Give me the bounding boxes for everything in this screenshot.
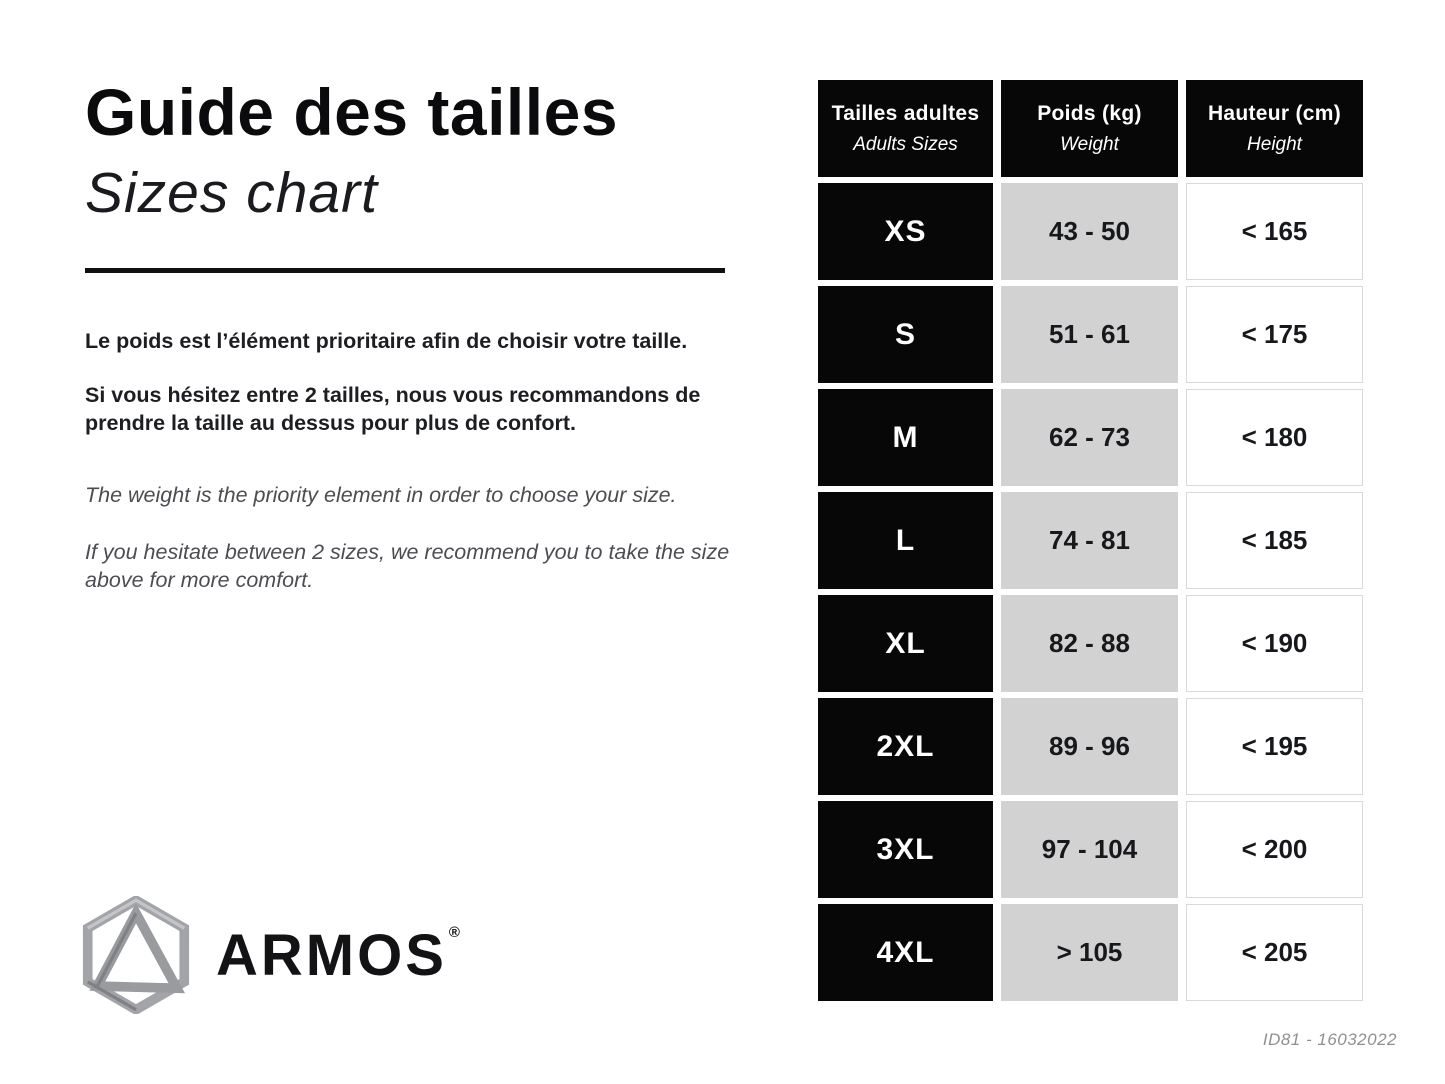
weight-cell: 62 - 73: [1001, 389, 1178, 486]
column-header-sizes: [818, 80, 993, 177]
height-cell: < 165: [1186, 183, 1363, 280]
armos-hexagon-logo-icon: [78, 896, 194, 1014]
brand-block: [78, 896, 463, 1014]
page-title-en: Sizes chart: [85, 161, 378, 225]
size-cell: S: [818, 286, 993, 383]
size-cell: 4XL: [818, 904, 993, 1001]
weight-cell: > 105: [1001, 904, 1178, 1001]
size-cell: XL: [818, 595, 993, 692]
column-header-weight-en: Weight: [1060, 133, 1119, 155]
weight-cell: 89 - 96: [1001, 698, 1178, 795]
title-divider: [85, 268, 725, 273]
weight-cell: 74 - 81: [1001, 492, 1178, 589]
intro-paragraph-en-1: The weight is the priority element in order to choose your size.: [85, 483, 677, 507]
document-id: ID81 - 16032022: [1262, 1030, 1397, 1049]
registered-trademark-icon: ®: [448, 923, 463, 941]
weight-cell: 97 - 104: [1001, 801, 1178, 898]
size-cell: L: [818, 492, 993, 589]
column-header-height-en: Height: [1247, 133, 1302, 155]
size-cell: 2XL: [818, 698, 993, 795]
column-header-sizes-en: Adults Sizes: [853, 133, 958, 155]
weight-cell: 82 - 88: [1001, 595, 1178, 692]
brand-wordmark: [216, 922, 463, 989]
size-cell: 3XL: [818, 801, 993, 898]
size-cell: XS: [818, 183, 993, 280]
intro-paragraph-fr-2: Si vous hésitez entre 2 tailles, nous vous recommandons de prendre la taille au dessus pour plus de confort.: [85, 383, 701, 436]
column-header-height-fr: Hauteur (cm): [1207, 101, 1342, 125]
height-cell: < 195: [1186, 698, 1363, 795]
page-title-fr: Guide des tailles: [85, 75, 619, 149]
height-cell: < 190: [1186, 595, 1363, 692]
column-header-height: [1186, 80, 1363, 177]
intro-paragraph-en-2: If you hesitate between 2 sizes, we recommend you to take the size above for more comfort.: [85, 540, 730, 593]
column-header-sizes-fr: Tailles adultes: [831, 101, 980, 125]
intro-paragraph-fr-1: Le poids est l’élément prioritaire afin de choisir votre taille.: [85, 329, 688, 353]
weight-cell: 43 - 50: [1001, 183, 1178, 280]
height-cell: < 185: [1186, 492, 1363, 589]
column-header-weight: [1001, 80, 1178, 177]
column-header-weight-fr: Poids (kg): [1037, 101, 1142, 125]
height-cell: < 175: [1186, 286, 1363, 383]
height-cell: < 200: [1186, 801, 1363, 898]
height-cell: < 205: [1186, 904, 1363, 1001]
brand-name: ARMOS: [216, 922, 447, 988]
size-table: [818, 80, 1363, 1001]
weight-cell: 51 - 61: [1001, 286, 1178, 383]
height-cell: < 180: [1186, 389, 1363, 486]
size-cell: M: [818, 389, 993, 486]
